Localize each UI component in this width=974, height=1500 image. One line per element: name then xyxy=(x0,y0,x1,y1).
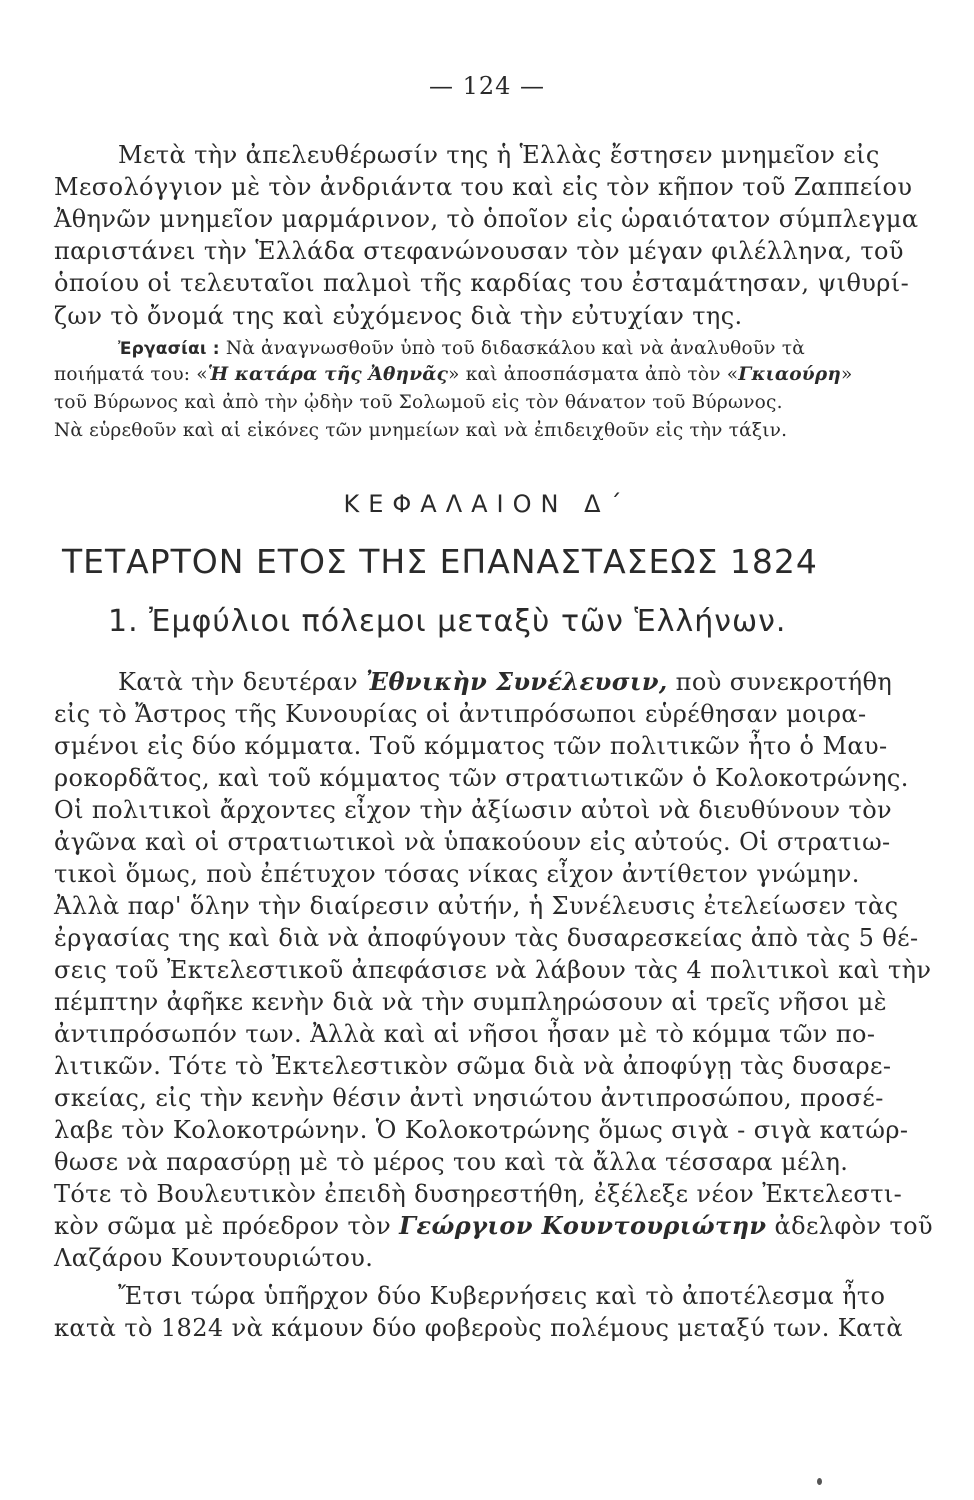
body-line-16: θωσε νὰ παρασύρῃ μὲ τὸ μέρος του καὶ τὰ ἄλλα τέσσαρα μέλη. xyxy=(54,1148,849,1176)
body-line-7: τικοὶ ὅμως, ποὺ ἐπέτυχον τόσας νίκας εἶχον ἀντίθετον γνώμην. xyxy=(54,860,860,888)
exercises-line-4: Νὰ εὑρεθοῦν καὶ αἱ εἰκόνες τῶν μνημείων καὶ νὰ ἐπιδειχθοῦν εἰς τὴν τάξιν. xyxy=(54,420,788,441)
intro-line-2: Μεσολόγγιον μὲ τὸν ἀνδριάντα του καὶ εἰς τὸν κῆπον τοῦ Ζαππείου xyxy=(54,173,913,201)
body-line-5: Οἱ πολιτικοὶ ἄρχοντες εἶχον τὴν ἀξίωσιν αὐτοὶ νὰ διευθύνουν τὸν xyxy=(54,796,893,824)
ink-speck xyxy=(817,1478,822,1485)
body-line-4: ροκορδᾶτος, καὶ τοῦ κόμματος τῶν στρατιωτικῶν ὁ Κολοκοτρώνης. xyxy=(54,764,909,792)
body-text-1a: Κατὰ τὴν δευτέραν xyxy=(118,668,367,696)
exercises-line-1 xyxy=(118,336,930,362)
exercises-text-2a: ποιήματά του: « xyxy=(54,364,208,385)
poem-title-curse-of-athena: Ἡ κατάρα τῆς Ἀθηνᾶς xyxy=(207,364,449,385)
intro-line-3: Ἀθηνῶν μνημεῖον μαρμάρινον, τὸ ὁποῖον εἰς ὡραιότατον σύμπλεγμα xyxy=(54,205,919,233)
intro-line-4: παριστάνει τὴν Ἑλλάδα στεφανώνουσαν τὸν μέγαν φιλέλληνα, τοῦ xyxy=(54,237,904,265)
body-line-3: σμένοι εἰς δύο κόμματα. Τοῦ κόμματος τῶν πολιτικῶν ἦτο ὁ Μαυ- xyxy=(54,732,888,760)
body-line-21: κατὰ τὸ 1824 νὰ κάμουν δύο φοβεροὺς πολέμους μεταξύ των. Κατὰ xyxy=(54,1314,904,1342)
body-line-2: εἰς τὸ Ἄστρος τῆς Κυνουρίας οἱ ἀντιπρόσωποι εὑρέθησαν μοιρα- xyxy=(54,700,867,728)
kountouriotis-emphasis: Γεώργιον Κουντουριώτην xyxy=(399,1211,767,1240)
body-line-18 xyxy=(54,1210,934,1242)
exercises-text-1: Νὰ ἀναγνωσθοῦν ὑπὸ τοῦ διδασκάλου καὶ νὰ ἀναλυθοῦν τὰ xyxy=(225,338,805,359)
body-line-9: ἐργασίας της καὶ διὰ νὰ ἀποφύγουν τὰς δυσαρεσκείας ἀπὸ τὰς 5 θέ- xyxy=(54,924,919,952)
exercises-label: Ἐργασίαι : xyxy=(118,339,220,359)
page-number: — 124 — xyxy=(428,72,546,100)
section-title: 1. Ἐμφύλιοι πόλεμοι μεταξὺ τῶν Ἑλλήνων. xyxy=(108,604,787,639)
body-line-12: ἀντιπρόσωπόν των. Ἀλλὰ καὶ αἱ νῆσοι ἦσαν μὲ τὸ κόμμα τῶν πο- xyxy=(54,1020,876,1048)
body-line-14: σκείας, εἰς τὴν κενὴν θέσιν ἀντὶ νησιώτου ἀντιπροσώπου, προσέ- xyxy=(54,1084,884,1112)
poem-title-giaour: Γκιαούρη xyxy=(738,364,841,385)
body-line-11: πέμπτην ἀφῆκε κενὴν διὰ νὰ τὴν συμπληρώσουν αἱ τρεῖς νῆσοι μὲ xyxy=(54,988,888,1016)
exercises-line-2 xyxy=(54,362,866,388)
body-line-1 xyxy=(118,666,930,698)
body-line-15: λαβε τὸν Κολοκοτρώνην. Ὁ Κολοκοτρώνης ὅμως σιγὰ - σιγὰ κατώρ- xyxy=(54,1116,909,1144)
body-line-20: Ἔτσι τώρα ὑπῆρχον δύο Κυβερνήσεις καὶ τὸ ἀποτέλεσμα ἦτο xyxy=(118,1282,886,1310)
exercises-line-3: τοῦ Βύρωνος καὶ ἀπὸ τὴν ᾠδὴν τοῦ Σολωμοῦ εἰς τὸν θάνατον τοῦ Βύρωνος. xyxy=(54,392,783,413)
body-line-6: ἀγῶνα καὶ οἱ στρατιωτικοὶ νὰ ὑπακούουν εἰς αὐτούς. Οἱ στρατιω- xyxy=(54,828,891,856)
body-text-18a: κὸν σῶμα μὲ πρόεδρον τὸν xyxy=(54,1212,400,1240)
chapter-title: ΤΕΤΑΡΤΟΝ ΕΤΟΣ ΤΗΣ ΕΠΑΝΑΣΤΑΣΕΩΣ 1824 xyxy=(62,542,818,581)
national-assembly-emphasis: Ἐθνικὴν Συνέλευσιν, xyxy=(366,667,668,696)
exercises-text-2b: » καὶ ἀποσπάσματα ἀπὸ τὸν « xyxy=(448,364,739,385)
body-text-18b: ἀδελφὸν τοῦ xyxy=(766,1212,934,1240)
body-text-1b: ποὺ συνεκροτήθη xyxy=(667,668,893,696)
exercises-text-2c: » xyxy=(840,364,853,385)
body-line-13: λιτικῶν. Τότε τὸ Ἐκτελεστικὸν σῶμα διὰ νὰ ἀποφύγῃ τὰς δυσαρε- xyxy=(54,1052,892,1080)
chapter-label: ΚΕΦΑΛΑΙΟΝ Δ΄ xyxy=(343,490,631,518)
body-line-8: Ἀλλὰ παρ' ὅλην τὴν διαίρεσιν αὐτήν, ἡ Συνέλευσις ἐτελείωσεν τὰς xyxy=(54,892,899,920)
body-line-19: Λαζάρου Κουντουριώτου. xyxy=(54,1244,374,1272)
body-line-17: Τότε τὸ Βουλευτικὸν ἐπειδὴ δυσηρεστήθη, ἐξέλεξε νέον Ἐκτελεστι- xyxy=(54,1180,903,1208)
body-line-10: σεις τοῦ Ἐκτελεστικοῦ ἀπεφάσισε νὰ λάβουν τὰς 4 πολιτικοὶ καὶ τὴν xyxy=(54,956,932,984)
intro-line-6: ζων τὸ ὄνομά της καὶ εὐχόμενος διὰ τὴν εὐτυχίαν της. xyxy=(54,302,743,330)
intro-line-5: ὁποίου οἱ τελευταῖοι παλμοὶ τῆς καρδίας του ἐσταμάτησαν, ψιθυρί- xyxy=(54,269,910,297)
intro-line-1: Μετὰ τὴν ἀπελευθέρωσίν της ἡ Ἑλλὰς ἔστησεν μνημεῖον εἰς xyxy=(118,141,880,169)
